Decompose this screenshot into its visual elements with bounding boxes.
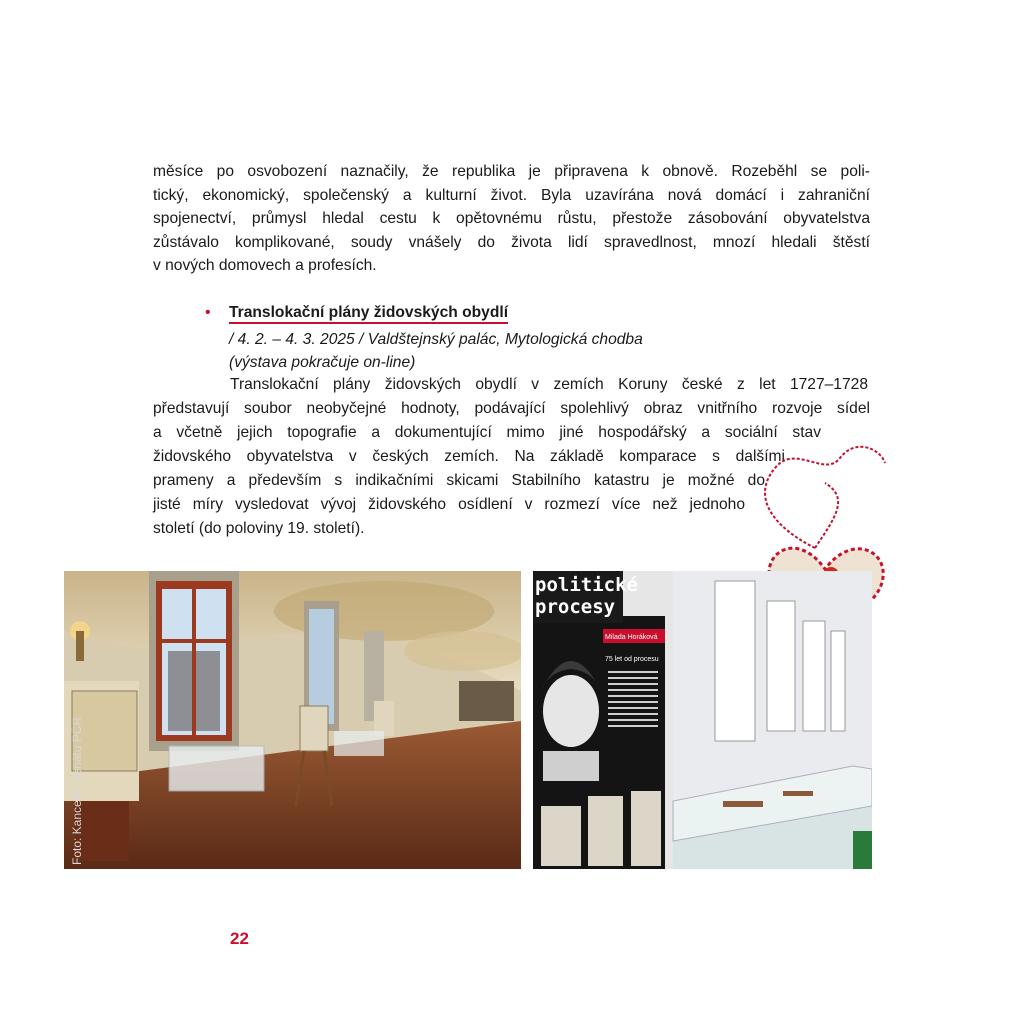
description-line: židovského obyvatelstva v českých zemích. Na základě komparace s dalšími — [153, 448, 785, 465]
exhibition-dates-place: / 4. 2. – 4. 3. 2025 / Valdštejnský palác, Mytologická chodba — [229, 330, 643, 348]
description-line: a včetně jejich topografie a dokumentující mimo jiné hospodářský a sociální stav — [153, 424, 821, 441]
poster-subtitle: 75 let od procesu — [605, 656, 659, 663]
description-line: představují soubor neobyčejné hodnoty, podávající spolehlivý obraz vnitřního rozvoje sídel — [153, 400, 870, 417]
description-line: Translokační plány židovských obydlí v zemích Koruny české z let 1727–1728 — [230, 376, 868, 393]
corridor-photo — [64, 571, 521, 869]
poster-title-line1: politické — [535, 574, 638, 596]
intro-line: zůstávalo komplikované, soudy vnášely do života lidí spravedlnost, mnozí hledali štěstí — [153, 233, 870, 251]
exhibition-entry — [207, 301, 827, 375]
poster-title-line2: procesy — [535, 596, 616, 618]
intro-line: v nových domovech a profesích. — [153, 257, 377, 274]
intro-line: spojenectví, průmysl hledal cestu k opětovnému růstu, přestože zásobování obyvatelstva — [153, 210, 870, 227]
intro-line: tický, ekonomický, společenský a kulturní život. Byla uzavírána nová domácí i zahraniční — [153, 186, 870, 204]
exhibition-photo — [533, 571, 872, 869]
intro-paragraph — [153, 160, 870, 278]
page-number: 22 — [230, 929, 249, 948]
description-line: století (do poloviny 19. století). — [153, 520, 365, 537]
description-line: prameny a především s indikačními skicami Stabilního katastru je možné do — [153, 472, 765, 489]
exhibition-note: (výstava pokračuje on-line) — [229, 354, 416, 371]
description-line: jisté míry vysledovat vývoj židovského osídlení v rozmezí více než jednoho — [153, 496, 745, 513]
bullet-icon: • — [205, 304, 211, 321]
intro-line: měsíce po osvobození naznačily, že republika je připravena k obnově. Rozeběhl se poli- — [153, 163, 870, 180]
exhibition-title: Translokační plány židovských obydlí — [229, 303, 508, 324]
photo-credit: Foto: Kancelář Senátu PČR — [70, 716, 84, 865]
poster-name: Milada Horáková — [605, 634, 658, 641]
